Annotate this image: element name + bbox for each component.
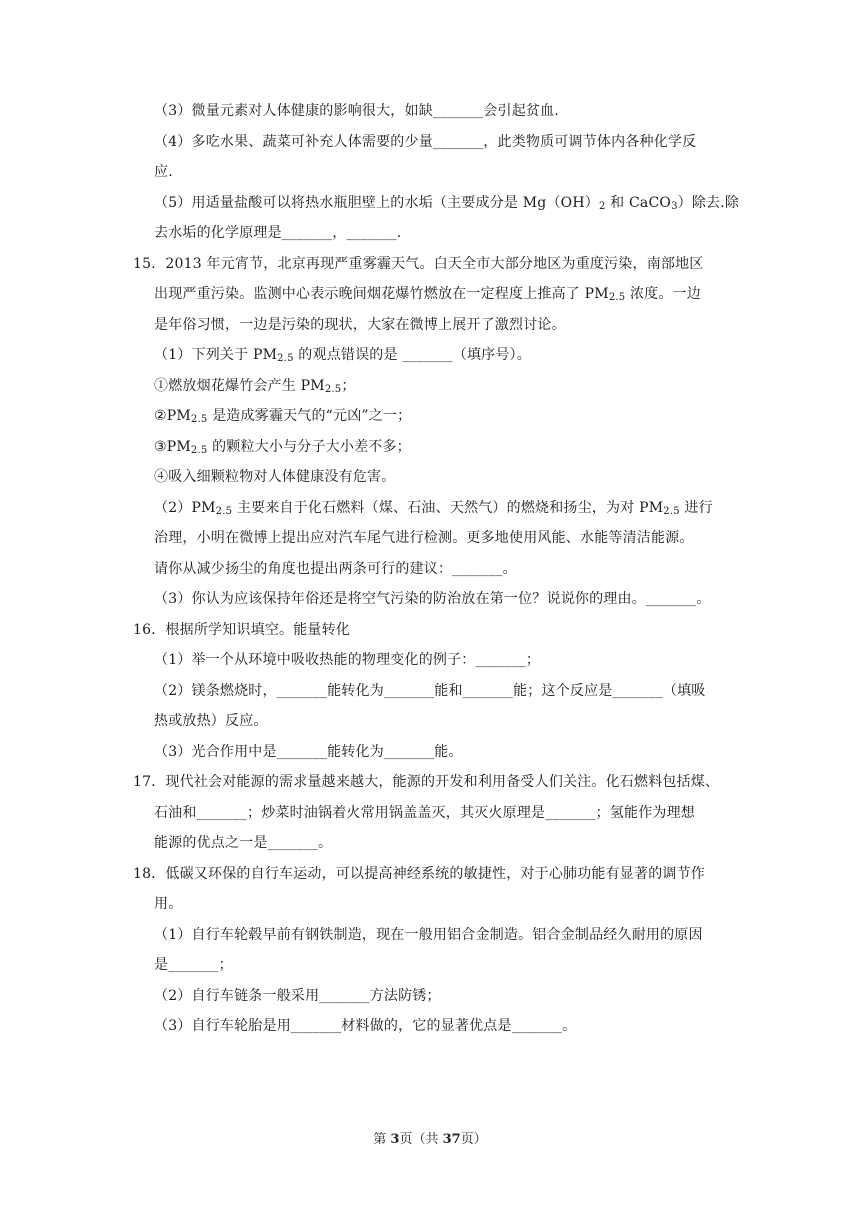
footer-text: 第 [373, 1132, 391, 1147]
text-line: （3）你认为应该保持年俗还是将空气污染的防治放在第一位？说说你的理由。_______。 [154, 591, 711, 607]
page-number: 3 [390, 1132, 400, 1147]
text-line: 是_______； [154, 957, 233, 973]
text-line: （3）微量元素对人体健康的影响很大，如缺_______会引起贫血. [154, 103, 559, 119]
text-line: 去水垢的化学原理是_______，_______. [154, 225, 402, 241]
option-4: ④吸入细颗粒物对人体健康没有危害。 [154, 469, 396, 485]
page-footer [0, 1128, 860, 1147]
text-line: $(2)PM_{2.5}$ 主要来自于化石燃料（煤、石油、天然气）的燃烧和扬尘，为对 $PM_{2.5}$ 进行 [154, 499, 713, 517]
text-line: （4）多吃水果、蔬菜可补充人体需要的少量_______，此类物质可调节体内各种化学反 [154, 133, 697, 150]
text-line: （1）举一个从环境中吸收热能的物理变化的例子：_______； [154, 652, 541, 668]
option-2: $②PM_{2.5}$ 是造成雾霾天气的“元凶”之一； [154, 408, 412, 425]
text-line: （1）下列关于 $PM_{2.5}$ 的观点错误的是 _______（填序号）。 [154, 347, 531, 364]
text-line: 能源的优点之一是_______。 [154, 835, 333, 851]
text-line: 是年俗习惯，一边是污染的现状，大家在微博上展开了激烈讨论。 [154, 316, 566, 333]
question-17-stem: 17．现代社会对能源的需求量越来越大，能源的开发和利用备受人们关注。化石燃料包括煤、 [133, 774, 720, 790]
option-1: ①燃放烟花爆竹会产生 $PM_{2.5}$； [154, 377, 356, 395]
text-line: 出现严重污染。监测中心表示晚间烟花爆竹燃放在一定程度上推高了 $PM_{2.5}$ 浓度。一边 [154, 286, 701, 303]
question-18-stem: 18．低碳又环保的自行车运动，可以提高神经系统的敏捷性，对于心肺功能有显著的调节作 [133, 865, 706, 882]
text-line: 热或放热）反应。 [154, 713, 268, 729]
question-content [0, 96, 860, 1042]
footer-text: 页） [460, 1132, 487, 1147]
text-line: （3）自行车轮胎是用_______材料做的，它的显著优点是_______。 [154, 1018, 577, 1034]
text-line: 治理，小明在微博上提出应对汽车尾气进行检测。更多地使用风能、水能等清洁能源。 [154, 530, 694, 546]
footer-text: 页（共 [399, 1132, 443, 1147]
question-16-stem: 16．根据所学知识填空。能量转化 [133, 621, 351, 638]
text-line: 用。 [154, 896, 183, 912]
question-15-stem: 15．2013 年元宵节，北京再现严重雾霾天气。白天全市大部分地区为重度污染，南部地区 [133, 255, 704, 272]
total-pages: 37 [442, 1132, 461, 1147]
text-line: （2）自行车链条一般采用_______方法防锈； [154, 987, 441, 1004]
text-line: （1）自行车轮毂早前有钢铁制造，现在一般用铝合金制造。铝合金制品经久耐用的原因 [154, 926, 703, 943]
text-line: （5）用适量盐酸可以将热水瓶胆壁上的水垢（主要成分是 $Mg(OH)_2$ 和 CaCO$_3$）除去.除 [154, 194, 740, 212]
text-line: 石油和_______；炒菜时油锅着火常用锅盖盖灭，其灭火原理是_______；氢能作为理想 [154, 804, 695, 821]
text-line: 应. [154, 164, 173, 180]
text-line: 请你从减少扬尘的角度也提出两条可行的建议：_______。 [154, 560, 517, 577]
text-line: （2）镁条燃烧时，_______能转化为_______能和_______能；这个反应是_______（填吸 [154, 682, 706, 699]
text-line: （3）光合作用中是_______能转化为_______能。 [154, 743, 463, 760]
option-3: $③PM_{2.5}$ 的颗粒大小与分子大小差不多； [154, 438, 411, 456]
